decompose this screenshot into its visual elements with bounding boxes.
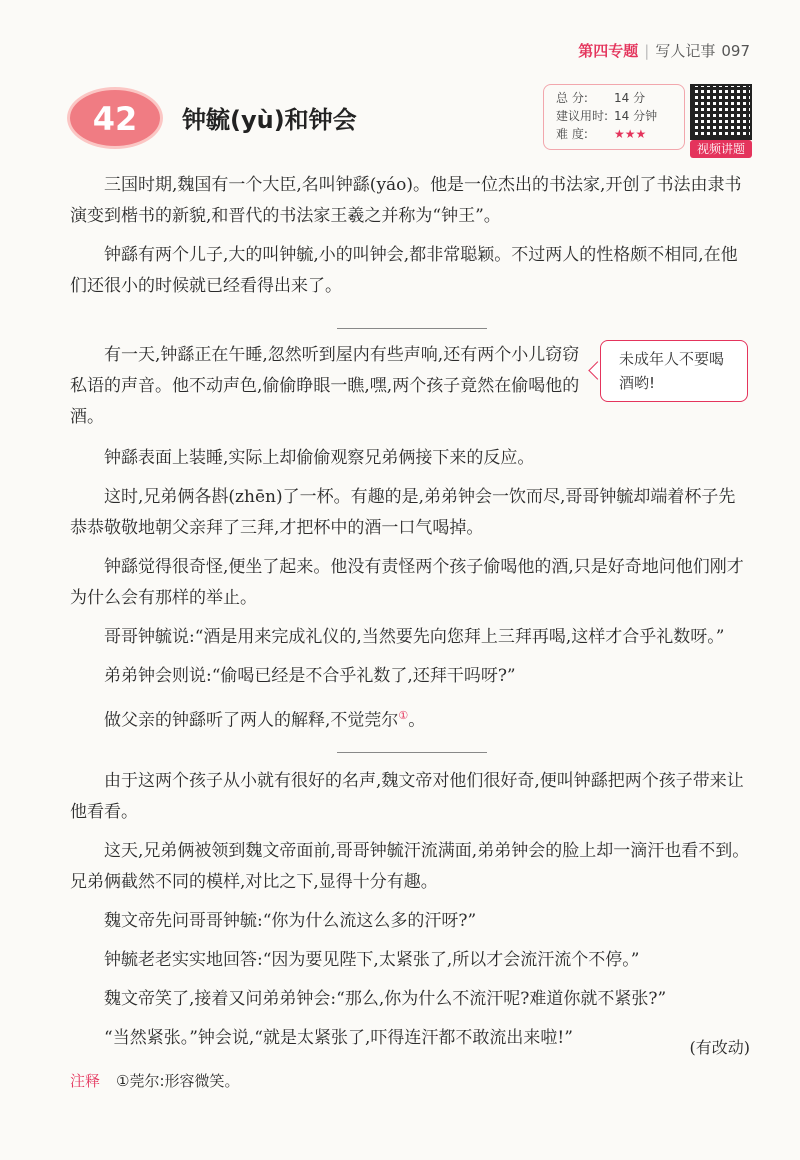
annotation xyxy=(70,1070,240,1091)
paragraph: 魏文帝先问哥哥钟毓:“你为什么流这么多的汗呀?” xyxy=(104,911,477,931)
paragraph: 钟繇有两个儿子,大的叫钟毓,小的叫钟会,都非常聪颖。不过两人的性格颇不相同,在他们还很小的时候就已经看得出来了。 xyxy=(70,245,738,296)
paragraph: 哥哥钟毓说:“酒是用来完成礼仪的,当然要先向您拜上三拜再喝,这样才合乎礼数呀。” xyxy=(104,627,725,647)
annotation-label: 注释 xyxy=(70,1072,101,1090)
side-note-bubble: 未成年人不要喝酒哟! xyxy=(600,340,748,402)
footnote-marker[interactable]: ① xyxy=(398,709,409,722)
lesson-title-block xyxy=(70,90,450,150)
page-header: 第四专题 | 写人记事 097 xyxy=(578,42,750,60)
section-3 xyxy=(70,766,750,1062)
video-lesson-label[interactable]: 视频讲题 xyxy=(690,140,752,158)
qr-code-icon[interactable] xyxy=(690,84,752,140)
paragraph: 有一天,钟繇正在午睡,忽然听到屋内有些声响,还有两个小儿窃窃私语的声音。他不动声色,偷偷睁眼一瞧,嘿,两个孩子竟然在偷喝他的酒。 xyxy=(70,345,580,427)
difficulty-stars-icon: ★★★ xyxy=(614,127,647,141)
page-number: 097 xyxy=(721,42,750,60)
paragraph: 这时,兄弟俩各斟(zhēn)了一杯。有趣的是,弟弟钟会一饮而尽,哥哥钟毓却端着杯子先恭恭敬敬地朝父亲拜了三拜,才把杯中的酒一口气喝掉。 xyxy=(70,487,736,538)
score-info-box: 总 分: 14 分 建议用时: 14 分钟 难 度: ★★★ xyxy=(543,84,685,150)
paragraph: 由于这两个孩子从小就有很好的名声,魏文帝对他们很好奇,便叫钟繇把两个孩子带来让他看看。 xyxy=(70,771,744,822)
section-divider xyxy=(337,752,487,753)
paragraph: 三国时期,魏国有一个大臣,名叫钟繇(yáo)。他是一位杰出的书法家,开创了书法由隶书演变到楷书的新貌,和晋代的书法家王羲之并称为“钟王”。 xyxy=(70,175,742,226)
paragraph: 弟弟钟会则说:“偷喝已经是不合乎礼数了,还拜干吗呀?” xyxy=(104,666,516,686)
section-1 xyxy=(70,170,750,310)
paragraph: 这天,兄弟俩被领到魏文帝面前,哥哥钟毓汗流满面,弟弟钟会的脸上却一滴汗也看不到。兄弟俩截然不同的模样,对比之下,显得十分有趣。 xyxy=(70,841,750,892)
section-divider xyxy=(337,328,487,329)
paragraph: 做父亲的钟繇听了两人的解释,不觉莞尔①。 xyxy=(104,709,426,731)
section-name: 第四专题 xyxy=(578,42,639,60)
section-2 xyxy=(70,443,750,745)
section-2-intro xyxy=(70,340,585,441)
paragraph: “当然紧张。”钟会说,“就是太紧张了,吓得连汗都不敢流出来啦!” xyxy=(104,1028,573,1048)
paragraph: 钟繇表面上装睡,实际上却偷偷观察兄弟俩接下来的反应。 xyxy=(104,448,535,468)
source-note: (有改动) xyxy=(689,1038,750,1057)
lesson-number-badge: 42 xyxy=(70,90,160,146)
paragraph: 钟繇觉得很奇怪,便坐了起来。他没有责怪两个孩子偷喝他的酒,只是好奇地问他们刚才为什么会有那样的举止。 xyxy=(70,557,744,608)
annotation-text: ①莞尔:形容微笑。 xyxy=(116,1072,240,1090)
category-name: 写人记事 xyxy=(655,42,716,60)
paragraph: 钟毓老老实实地回答:“因为要见陛下,太紧张了,所以才会流汗流个不停。” xyxy=(104,950,640,970)
paragraph: 魏文帝笑了,接着又问弟弟钟会:“那么,你为什么不流汗呢?难道你就不紧张?” xyxy=(104,989,667,1009)
lesson-title: 钟毓(yù)和钟会 xyxy=(182,106,357,134)
